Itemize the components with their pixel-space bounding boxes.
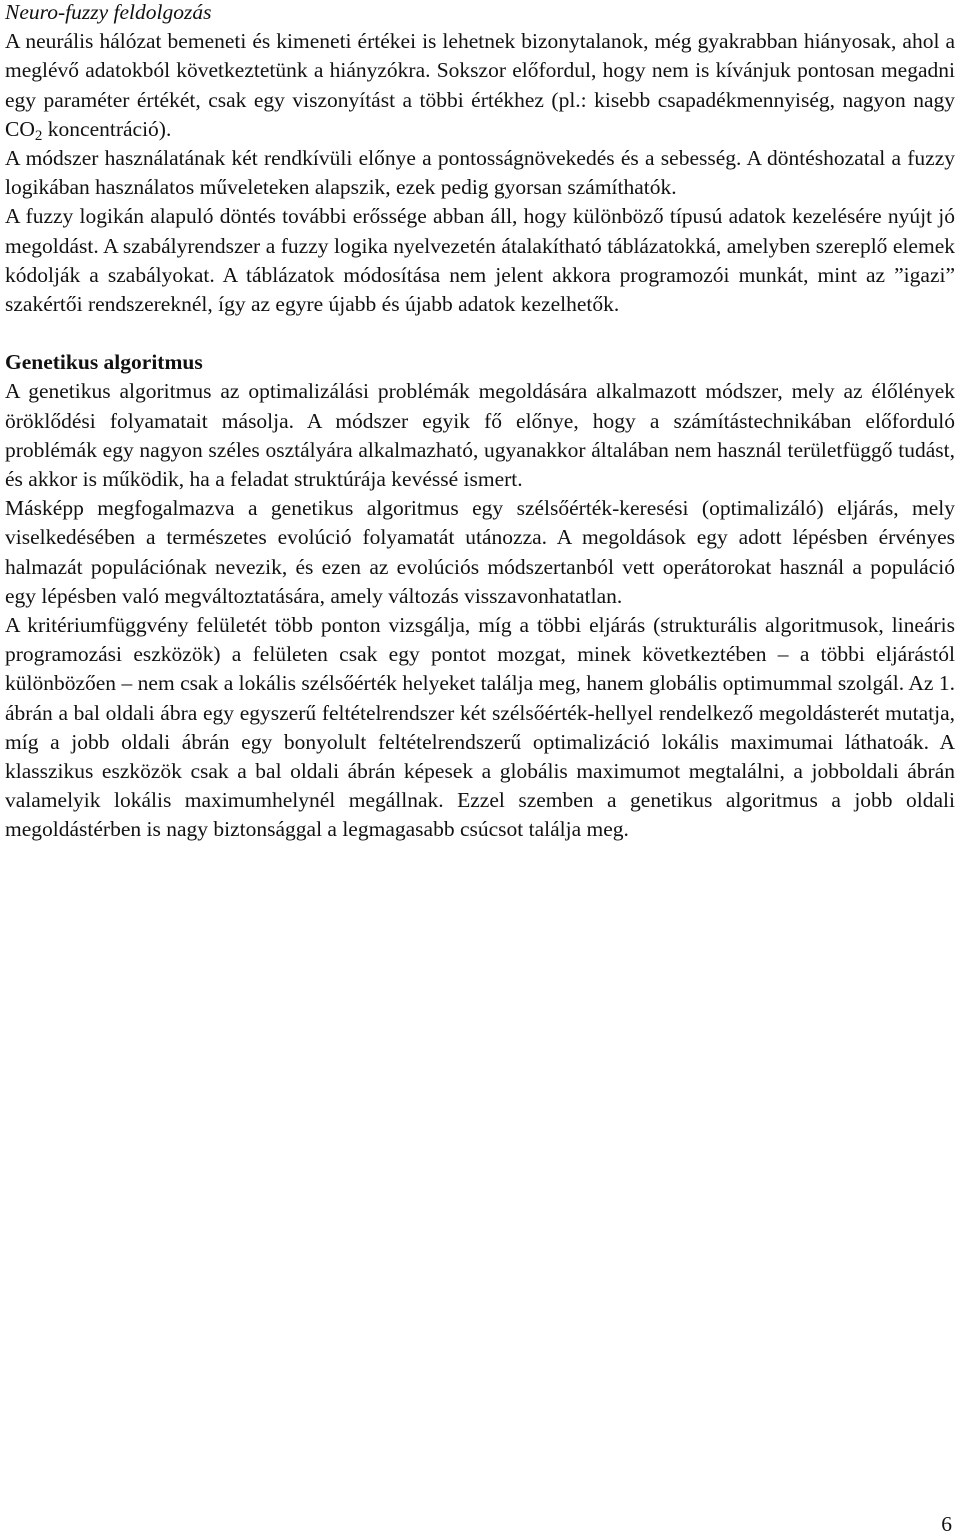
page-number: 6 bbox=[941, 1512, 952, 1536]
paragraph-text: A neurális hálózat bemeneti és kimeneti értékei is lehetnek bizonytalanok, még gyakrabban hiányosak, ahol a meglévő adatokból következtetünk a hiányzókra. Sokszor előfordul, hogy nem is kívánjuk pontosan megadni egy paraméter értékét, csak egy viszonyítást a többi értékhez (pl.: kisebb csapadékmennyiség, nagyon nagy CO bbox=[5, 29, 955, 141]
paragraph-neuro-fuzzy-advantages: A módszer használatának két rendkívüli előnye a pontosságnövekedés és a sebesség. A döntéshozatal a fuzzy logikában használatos műveleteken alapszik, ezek pedig gyorsan számíthatók. bbox=[5, 146, 955, 200]
paragraph-genetic-criteria: A kritériumfüggvény felületét több ponton vizsgálja, míg a többi eljárás (strukturális algoritmusok, lineáris programozási eszközök) a felületen csak egy pontot mozgat, minek következtében – a többi eljárástól különbözően – nem csak a lokális szélsőérték helyeket találja meg, hanem globális optimummal szolgál. Az 1. ábrán a bal oldali ábra egy egyszerű feltételrendszer két szélsőérték-hellyel rendelkező megoldásterét mutatja, míg a jobb oldali ábrán egy bonyolult feltételrendszerű optimalizáció lokális maximumai láthatoák. A klasszikus eszközök csak a bal oldali ábrán képesek a globális maximumot megtalálni, a jobboldali ábrán valamelyik lokális maximumhelynél megállnak. Ezzel szemben a genetikus algoritmus a jobb oldali megoldástérben is nagy biztonsággal a legmagasabb csúcsot találja meg. bbox=[5, 613, 955, 842]
section-title-neuro-fuzzy: Neuro-fuzzy feldolgozás bbox=[5, 0, 212, 24]
paragraph-neuro-fuzzy-intro bbox=[5, 27, 955, 144]
document-page bbox=[5, 0, 955, 845]
section-title-genetic-algorithm: Genetikus algoritmus bbox=[5, 350, 203, 375]
paragraph-text-end: koncentráció). bbox=[42, 116, 172, 141]
section-spacer bbox=[5, 319, 955, 348]
subscript-text: 2 bbox=[34, 127, 43, 144]
paragraph-neuro-fuzzy-strength: A fuzzy logikán alapuló döntés további erőssége abban áll, hogy különböző típusú adatok kezelésére nyújt jó megoldást. A szabályrendszer a fuzzy logika nyelvezetén átalakítható táblázatokká, amelyben szereplő elemek kódolják a szabályokat. A táblázatok módosítása nem jelent akkora programozói munkát, mint az ”igazi” szakértői rendszereknél, így az egyre újabb és újabb adatok kezelhetők. bbox=[5, 204, 955, 317]
paragraph-genetic-intro: A genetikus algoritmus az optimalizálási problémák megoldására alkalmazott módszer, mely az élőlények öröklődési folyamatait másolja. A módszer egyik fő előnye, hogy a számítástechnikában előforduló problémák egy nagyon széles osztályára alkalmazható, ugyanakkor általában nem használ területfüggő tudást, és akkor is működik, ha a feladat struktúrája kevéssé ismert. bbox=[5, 379, 955, 492]
paragraph-genetic-definition: Másképp megfogalmazva a genetikus algoritmus egy szélsőérték-keresési (optimalizáló) eljárás, mely viselkedésében a természetes evolúció folyamatát utánozza. A megoldások egy adott lépésben érvényes halmazát populációnak nevezik, és ezen az evolúciós módszertanból vett operátorokat használ a populáció egy lépésben való megváltoztatására, amely változás visszavonhatatlan. bbox=[5, 496, 955, 608]
